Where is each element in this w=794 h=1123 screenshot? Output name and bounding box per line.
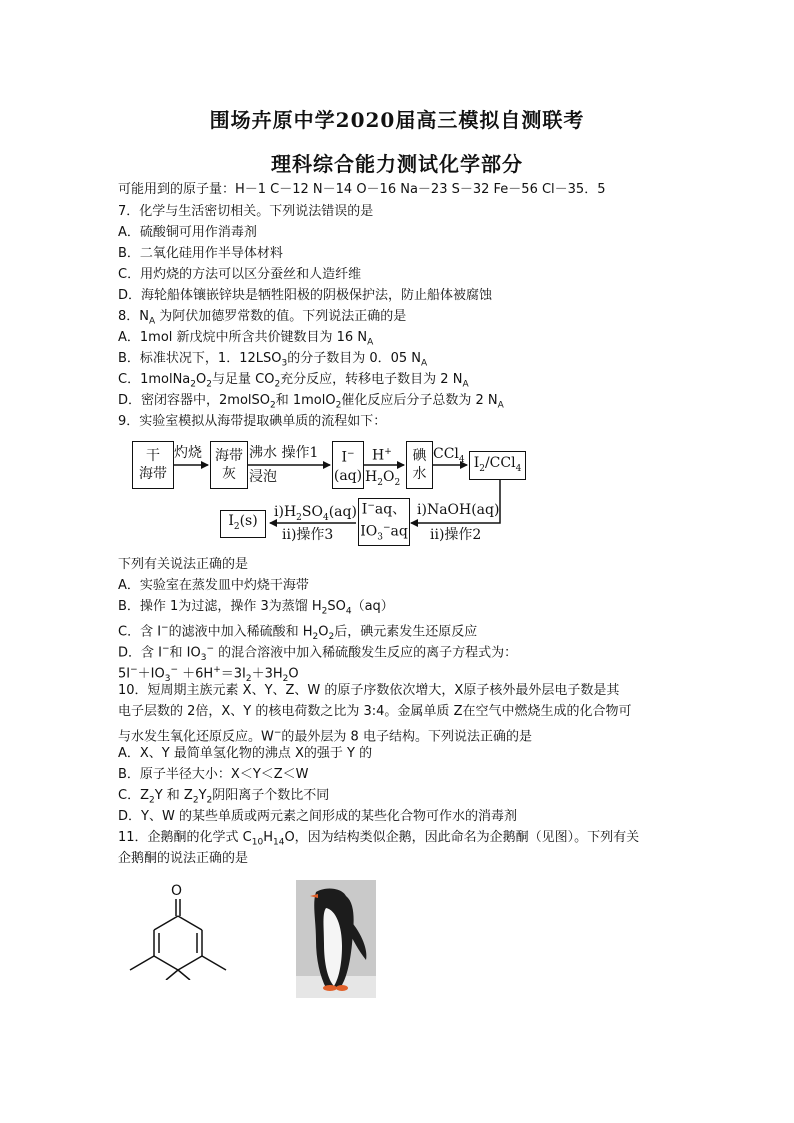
- q9-d-mid1: 和 IO: [169, 645, 201, 661]
- box1-line2: 海带: [139, 466, 167, 482]
- box1-line1: 干: [146, 448, 160, 464]
- q8-d-sub3: A: [497, 400, 504, 411]
- q7-option-b: B．二氧化硅用作半导体材料: [118, 246, 283, 261]
- flow-box-iodine-water: [406, 441, 433, 489]
- q9-d-sup1: −: [161, 644, 170, 654]
- eq-sup3: +: [213, 665, 221, 675]
- q8-c-post: 充分反应，转移电子数目为 2 N: [280, 372, 463, 387]
- h2o2-o: O: [382, 469, 395, 485]
- box6-sup2: −: [382, 523, 391, 534]
- exam-title: 围场卉原中学2020届高三模拟自测联考: [209, 108, 585, 132]
- q10-option-d: D．Y、W 的某些单质或两元素之间形成的某些化合物可作水的消毒剂: [118, 809, 517, 824]
- h-text: H: [372, 447, 385, 464]
- q9-d-pre: D．含 I: [118, 645, 162, 661]
- label-h2so4: [274, 504, 357, 526]
- box7-i: I: [228, 513, 234, 530]
- q11-l1-post: O，因为结构类似企鹅，因此命名为企鹅酮（见图）。下列有关: [284, 830, 640, 845]
- box6-aq1: aq、: [374, 502, 407, 519]
- q8-b-pre: B．标准状况下，1．12LSO: [118, 351, 282, 366]
- q10-line2: 电子层数的 2倍，X、Y 的核电荷数之比为 3:4。金属单质 Z在空气中燃烧生成的化合物可: [118, 704, 632, 719]
- q8-d-post: 催化反应后分子总数为 2 N: [341, 393, 498, 408]
- eq-pre: 5I: [118, 666, 131, 682]
- box7-s: (s): [239, 513, 258, 530]
- h2so4-post: (aq): [328, 504, 357, 520]
- box4-line1: 碘: [412, 448, 427, 464]
- q9-c-o: O: [318, 624, 329, 640]
- q8-b-sub2: A: [421, 358, 428, 369]
- q8-c-sub1: 2: [190, 379, 197, 390]
- box5-sub1: 2: [479, 463, 485, 474]
- label-boiling-water-op1: 沸水 操作1: [249, 445, 319, 461]
- box6-aq2: aq: [390, 523, 408, 540]
- q9-d-post: 的混合溶液中加入稀硫酸发生反应的离子方程式为：: [214, 645, 518, 661]
- q11-l1-pre: 11．企鹅酮的化学式 C: [118, 830, 252, 845]
- ring-bond-5: [154, 956, 178, 970]
- q9-option-a: A．实验室在蒸发皿中灼烧干海带: [118, 578, 309, 593]
- label-h2o2: [365, 469, 400, 491]
- q8-stem: [118, 308, 406, 331]
- flow-box-iodide-iodate: [358, 498, 410, 546]
- q9-c-sub2: 2: [328, 631, 335, 642]
- exam-subtitle: 理科综合能力测试化学部分: [271, 152, 523, 176]
- q10-option-a: A．X、Y 最简单氢化物的沸点 X的强于 Y 的: [118, 746, 373, 761]
- eq-post: O: [288, 666, 299, 682]
- q11-sub1: 10: [251, 837, 264, 848]
- ccl4-text: CCl: [433, 446, 459, 462]
- box5-mid: /CCl: [484, 454, 516, 471]
- methyl-right: [202, 956, 226, 970]
- q10-l3-pre: 与水发生氧化还原反应。W: [118, 729, 274, 745]
- h2o2-sub2: 2: [394, 477, 401, 488]
- q9-option-b: [118, 598, 394, 621]
- q8-c-sub2: 2: [206, 379, 212, 390]
- q10-l3-sup: −: [273, 728, 282, 738]
- h2o2-sub1: 2: [377, 477, 383, 488]
- penguin-photo: [296, 880, 376, 998]
- ring-bond-1: [154, 916, 178, 930]
- q11-line1: [118, 829, 639, 852]
- box7-sub: 2: [233, 521, 240, 532]
- q9-b-sub1: 2: [321, 606, 328, 617]
- q8-c-sub4: A: [462, 379, 469, 390]
- box2-line2: 灰: [222, 466, 236, 482]
- q8-a-text: A．1mol 新戊烷中所含共价键数目为 16 N: [118, 330, 368, 345]
- oxygen-atom-label: O: [171, 883, 183, 899]
- q10-option-c: [118, 787, 329, 810]
- q8-d-pre: D．密闭容器中，2molSO: [118, 393, 270, 408]
- q9-b-mid: SO: [327, 599, 346, 614]
- flow-box-i2-ccl4: [469, 451, 526, 480]
- label-ccl4: [433, 446, 465, 468]
- q8-c-mid: 与足量 CO: [211, 372, 275, 387]
- box7-text: [228, 512, 257, 536]
- methyl-bottom-right: [178, 970, 190, 980]
- q8-c-sub3: 2: [274, 379, 281, 390]
- box4-line2: 水: [412, 466, 427, 482]
- label-naoh: i)NaOH(aq): [417, 502, 500, 518]
- h-sup: +: [384, 447, 392, 457]
- q10-line3: [118, 724, 532, 746]
- penguinone-structure: [120, 880, 240, 980]
- eq-mid4: ＋3H: [251, 666, 283, 682]
- q9-c-sup: −: [161, 623, 169, 633]
- q10-line1: 10．短周期主族元素 X、Y、Z、W 的原子序数依次增大，X原子核外最外层电子数是其: [118, 683, 620, 698]
- q7-stem: 7．化学与生活密切相关。下列说法错误的是: [118, 204, 374, 219]
- h2so4-pre: i)H: [274, 504, 297, 520]
- box3-sup: −: [346, 449, 355, 460]
- box5-sub2: 4: [515, 463, 522, 474]
- q11-l1-h: H: [263, 830, 273, 845]
- q7-option-a: A．硫酸铜可用作消毒剂: [118, 225, 257, 240]
- penguin-foot-left: [323, 985, 337, 991]
- methyl-left: [130, 956, 154, 970]
- q10-c-sub2: 2: [192, 795, 199, 806]
- q11-sub2: 14: [273, 837, 285, 848]
- q8-b-mid: 的分子数目为 0．05 N: [287, 351, 422, 366]
- ring-bond-6: [178, 956, 202, 970]
- eq-sup2: −: [170, 665, 179, 675]
- q9-question: 下列有关说法正确的是: [118, 557, 249, 572]
- atomic-masses: 可能用到的原子量：H－1 C－12 N－14 O－16 Na－23 S－32 Fe－56 Cl－35．5: [118, 182, 606, 197]
- box6-line2: [360, 519, 408, 546]
- box5-i: I: [473, 454, 480, 471]
- q9-b-pre: B．操作 1为过滤，操作 3为蒸馏 H: [118, 599, 322, 614]
- q7-option-d: D．海轮船体镶嵌锌块是牺牲阳极的阴极保护法，防止船体被腐蚀: [118, 288, 493, 303]
- eq-mid1: ＋IO: [137, 666, 165, 682]
- q9-c-mid: 的滤液中加入稀硫酸和 H: [168, 624, 313, 640]
- eq-sub1: 3: [164, 673, 171, 684]
- q10-c-sub3: 2: [206, 795, 213, 806]
- q7-option-c: C．用灼烧的方法可以区分蚕丝和人造纤维: [118, 267, 362, 282]
- q10-c-pre: C．Z: [118, 788, 149, 803]
- box3-line1: [341, 445, 354, 467]
- q10-c-mid2: Y: [198, 788, 207, 803]
- label-op2: ii)操作2: [430, 527, 482, 543]
- q9-d-sup2: −: [206, 644, 215, 654]
- q9-c-post: 后，碘元素发生还原反应: [334, 624, 478, 640]
- q8-b-sub1: 3: [281, 358, 288, 369]
- q9-c-sub1: 2: [312, 631, 319, 642]
- flow-box-i2-solid: [220, 510, 266, 538]
- q8-stem-pre: 8．N: [118, 309, 149, 324]
- methyl-bottom-left: [166, 970, 178, 980]
- box2-line1: 海带: [215, 448, 243, 464]
- box3-i: I: [341, 449, 347, 466]
- q9-b-sub2: 4: [345, 606, 352, 617]
- label-op3: ii)操作3: [282, 527, 334, 543]
- h2so4-sub1: 2: [296, 512, 302, 523]
- q9-d-sub: 3: [200, 652, 207, 663]
- q11-line2: 企鹅酮的说法正确的是: [118, 851, 249, 866]
- box6-line1: [362, 497, 406, 519]
- iodine-extraction-flowchart: [128, 434, 526, 550]
- q8-d-sub2: 2: [335, 400, 342, 411]
- box3-line2: (aq): [333, 467, 363, 484]
- label-burn: 灼烧: [174, 445, 202, 461]
- q8-c-pre: C．1molNa: [118, 372, 191, 387]
- eq-sup1: −: [130, 665, 138, 675]
- h2so4-sub2: 4: [322, 512, 329, 523]
- box6-sup1: −: [367, 501, 375, 512]
- label-soak: 浸泡: [249, 469, 277, 485]
- q10-c-mid1: Y 和 Z: [154, 788, 193, 803]
- q9-c-pre: C．含 I: [118, 624, 162, 640]
- box5-text: [474, 454, 522, 478]
- q8-option-a: [118, 329, 373, 352]
- ring-bond-2: [178, 916, 202, 930]
- h2o2-h: H: [365, 469, 378, 485]
- q8-option-d: [118, 392, 504, 415]
- q8-stem-post: 为阿伏加德罗常数的值。下列说法正确的是: [155, 309, 407, 324]
- h2so4-mid: SO: [301, 504, 323, 520]
- box6-io: IO: [360, 523, 378, 540]
- q9-b-post: （aq）: [351, 599, 394, 614]
- q10-option-b: B．原子半径大小：X＜Y＜Z＜W: [118, 767, 309, 782]
- flow-box-iodide: [332, 441, 364, 489]
- eq-mid2: ＋6H: [178, 666, 214, 682]
- eq-sub3: 2: [282, 673, 289, 684]
- flow-box-dry-kelp: [132, 441, 174, 489]
- q8-c-o: O: [196, 372, 207, 387]
- q8-option-b: [118, 350, 427, 373]
- ccl4-sub: 4: [458, 454, 465, 465]
- q10-c-post: 阴阳离子个数比不同: [212, 788, 330, 803]
- flow-box-kelp-ash: [210, 441, 248, 489]
- eq-mid3: ＝3I: [220, 666, 246, 682]
- box6-i: I: [361, 502, 368, 519]
- q10-c-sub1: 2: [148, 795, 155, 806]
- q8-option-c: [118, 371, 469, 394]
- q8-a-sub: A: [367, 337, 374, 348]
- penguin-foot-right: [336, 985, 348, 991]
- box6-sub: 3: [377, 532, 383, 543]
- q9-stem: 9．实验室模拟从海带提取碘单质的流程如下：: [118, 414, 387, 429]
- q8-d-sub1: 2: [270, 400, 276, 411]
- q8-d-mid: 和 1molO: [275, 393, 336, 408]
- q8-stem-sub: A: [149, 316, 156, 327]
- q10-l3-post: 的最外层为 8 电子结构。下列说法正确的是: [281, 729, 532, 745]
- eq-sub2: 2: [245, 673, 252, 684]
- label-h-plus: [372, 444, 392, 464]
